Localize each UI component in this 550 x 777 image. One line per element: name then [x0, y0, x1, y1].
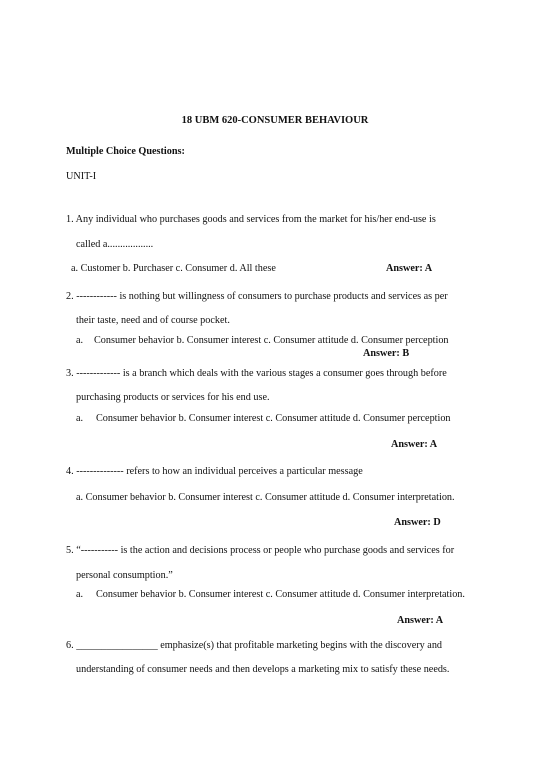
- question-2-line-1: 2. ------------ is nothing but willingness of consumers to purchase products and services as per: [66, 291, 448, 302]
- document-title: 18 UBM 620-CONSUMER BEHAVIOUR: [181, 115, 369, 126]
- question-1-options: a. Customer b. Purchaser c. Consumer d. All these: [71, 263, 276, 274]
- question-6-line-1: 6. ________________ emphasize(s) that profitable marketing begins with the discovery and: [66, 640, 443, 651]
- question-3-options: Consumer behavior b. Consumer interest c. Consumer attitude d. Consumer perception: [96, 413, 451, 424]
- question-3-options-label: a.: [76, 413, 84, 424]
- question-5-options-label: a.: [76, 589, 84, 600]
- question-2-line-2: their taste, need and of course pocket.: [76, 315, 230, 326]
- question-1-line-1: 1. Any individual who purchases goods and services from the market for his/her end-use is: [66, 214, 436, 225]
- section-heading: Multiple Choice Questions:: [66, 146, 185, 157]
- question-4-line-1: 4. -------------- refers to how an individual perceives a particular message: [66, 466, 363, 477]
- question-5-line-1: 5. “----------- is the action and decisions process or people who purchase goods and services for: [66, 545, 455, 556]
- question-3-line-1: 3. ------------- is a branch which deals with the various stages a consumer goes through before: [66, 368, 447, 379]
- question-5-options: Consumer behavior b. Consumer interest c. Consumer attitude d. Consumer interpretation.: [96, 589, 465, 600]
- unit-heading: UNIT-I: [66, 171, 97, 182]
- question-1-line-2: called a..................: [76, 239, 154, 250]
- question-6-line-2: understanding of consumer needs and then develops a marketing mix to satisfy these needs.: [76, 664, 450, 675]
- question-3-line-2: purchasing products or services for his end use.: [76, 392, 270, 403]
- question-2-answer: Answer: B: [363, 348, 410, 359]
- question-5-line-2: personal consumption.”: [76, 570, 173, 581]
- question-1-answer: Answer: A: [386, 263, 433, 274]
- question-4-options: a. Consumer behavior b. Consumer interest c. Consumer attitude d. Consumer interpretation.: [76, 492, 455, 503]
- question-4-answer: Answer: D: [394, 517, 441, 528]
- question-2-options: Consumer behavior b. Consumer interest c. Consumer attitude d. Consumer perception: [94, 335, 449, 346]
- question-5-answer: Answer: A: [397, 615, 444, 626]
- question-2-options-label: a.: [76, 335, 84, 346]
- question-3-answer: Answer: A: [391, 439, 438, 450]
